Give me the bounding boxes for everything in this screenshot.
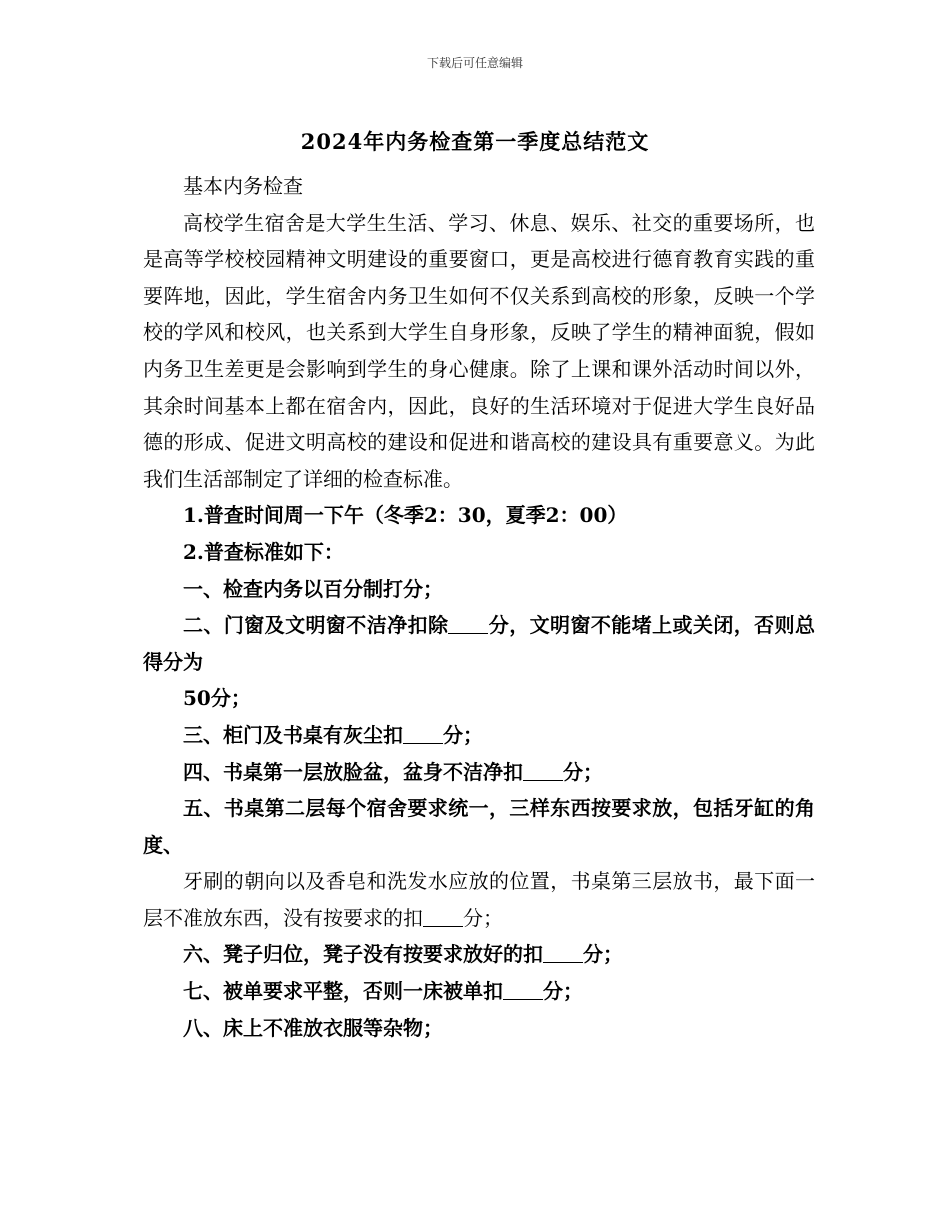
rule-2-text-a: 二、门窗及文明窗不洁净扣除 [183,613,449,638]
rule-5-text-b: 分； [463,905,503,930]
blank-line [523,760,563,781]
rule-4-text-b: 分； [563,759,603,784]
rule-2 [143,607,815,680]
rule-3 [143,717,815,754]
blank-line [448,613,488,634]
blank-line [403,723,443,744]
rule-7-text-a: 七、被单要求平整，否则一床被单扣 [183,979,503,1004]
rule-3-text-b: 分； [443,722,483,747]
document-title: 2024年内务检查第一季度总结范文 [300,129,650,154]
rule-6 [143,936,815,973]
header-note: 下载后可任意编辑 [426,56,523,70]
rule-4 [143,754,815,791]
rule-6-text-a: 六、凳子归位，凳子没有按要求放好的扣 [183,942,543,967]
rule-5-text-a: 牙刷的朝向以及香皂和洗发水应放的位置，书桌第三层放书，最下面一层不准放东西，没有按要求的扣 [143,869,815,930]
document-body [143,168,815,1046]
rule-5: 五、书桌第二层每个宿舍要求统一，三样东西按要求放，包括牙缸的角度、 [143,796,815,857]
blank-line [423,906,463,927]
blank-line [543,942,583,963]
rule-7-text-b: 分； [543,979,583,1004]
rule-4-text-a: 四、书桌第一层放脸盆，盆身不洁净扣 [183,759,523,784]
blank-line [503,979,543,1000]
rule-3-text-a: 三、柜门及书桌有灰尘扣 [183,722,403,747]
paragraph-inspection-standard: 2.普查标准如下： [183,539,344,564]
rule-1: 一、检查内务以百分制打分； [183,576,443,601]
rule-7 [143,973,815,1010]
rule-2-text-b: 分，文明窗不能堵上或关闭，否则总得分为 [143,613,816,674]
rule-5-continued [143,863,815,936]
paragraph-basic-inspection: 基本内务检查 [183,174,303,198]
paragraph-inspection-time: 1.普查时间周一下午（冬季2：30，夏季2：00） [183,503,628,528]
rule-6-text-b: 分； [583,942,623,967]
rule-2-score: 50分； [183,686,251,711]
paragraph-introduction: 高校学生宿舍是大学生生活、学习、休息、娱乐、社交的重要场所，也是高等学校校园精神文明建设的重要窗口，更是高校进行德育教育实践的重要阵地，因此，学生宿舍内务卫生如何不仅关系到高校的形象，反映一个学校的学风和校风，也关系到大学生自身形象，反映了学生的精神面貌，假如内务卫生差更是会影响到学生的身心健康。除了上课和课外活动时间以外，其余时间基本上都在宿舍内，因此，良好的生活环境对于促进大学生良好品德的形成、促进文明高校的建设和促进和谐高校的建设具有重要意义。为此我们生活部制定了详细的检查标准。 [143,210,815,491]
rule-8: 八、床上不准放衣服等杂物； [183,1015,443,1040]
